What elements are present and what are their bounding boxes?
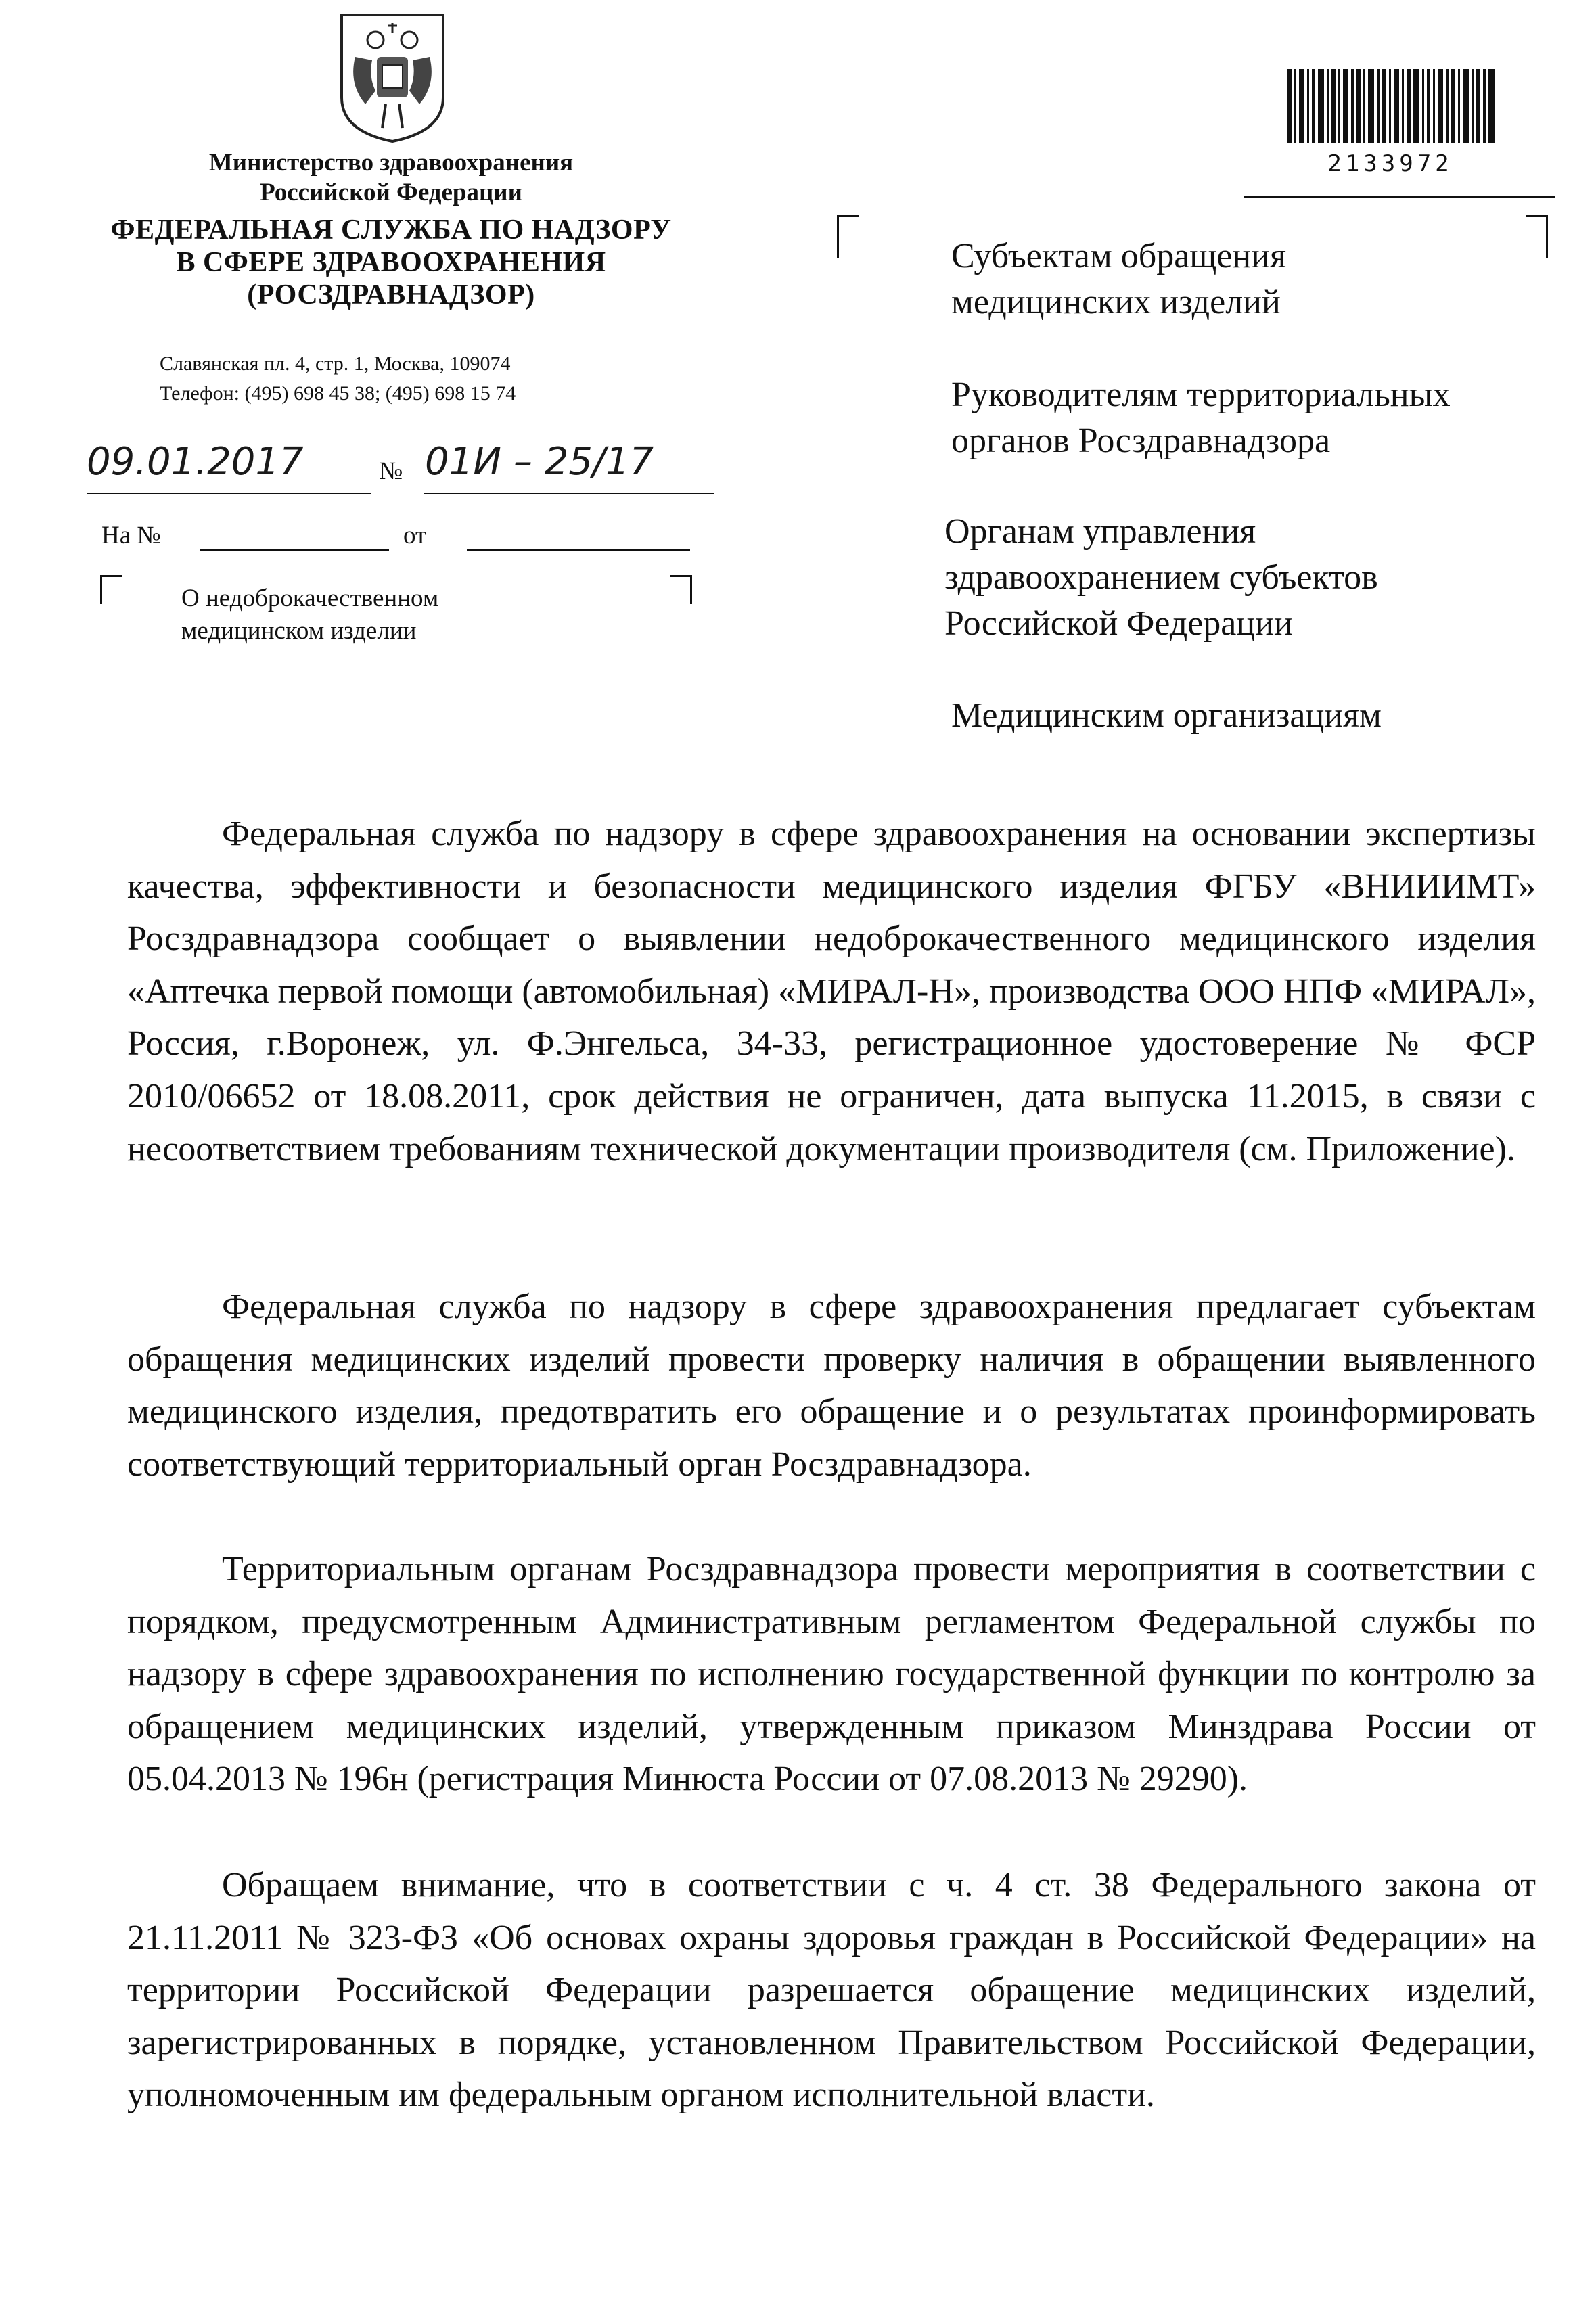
reference-from-label: от (403, 522, 427, 549)
number-underline (424, 493, 714, 494)
barcode-number: 2133972 (1327, 150, 1453, 177)
reference-label: На № (101, 522, 161, 549)
recipient-2-line1: Руководителям территориальных (951, 375, 1451, 414)
recipient-3-line1: Органам управления (944, 512, 1256, 551)
ministry-name-line1: Министерство здравоохранения (208, 149, 574, 177)
barcode (1287, 69, 1495, 143)
reference-date-line (467, 549, 690, 551)
recipient-1-line1: Субъектам обращения (951, 237, 1286, 275)
subject-corner-right (670, 575, 692, 604)
ministry-name-line2: Российской Федерации (260, 179, 522, 206)
subject-corner-left (100, 575, 122, 604)
body-paragraph-1: Федеральная служба по надзору в сфере здравоохранения на основании экспертизы качества, эффективности и безопасности медицинского изделия ФГБУ «ВНИИИМТ» Росздравнадзора сообщает о выявлении недоброкачественного медицинского изделия «Аптечка первой помощи (автомобильная) «МИРАЛ-Н», производства ООО НПФ «МИРАЛ», Россия, г.Воронеж, ул. Ф.Энгельса, 34-33, регистрационное удостоверение № ФСР 2010/06652 от 18.08.2011, срок действия не ограничен, дата выпуска 11.2015, в связи с несоответствием требованиям технической документации производителя (см. Приложение). (127, 815, 1536, 1168)
subject-line1: О недоброкачественном (181, 585, 439, 612)
recipient-4-line1: Медицинским организациям (951, 696, 1382, 735)
recipient-corner-right (1526, 215, 1548, 258)
barcode-rule (1244, 196, 1555, 198)
service-name-line3: (РОСЗДРАВНАДЗОР) (247, 279, 535, 311)
service-name-line1: ФЕДЕРАЛЬНАЯ СЛУЖБА ПО НАДЗОРУ (110, 214, 672, 246)
registration-date: 09.01.2017 (87, 440, 304, 484)
registration-number: 01И – 25/17 (425, 440, 654, 484)
body-paragraph-4: Обращаем внимание, что в соответствии с ч. 4 ст. 38 Федерального закона от 21.11.2011 № 323-ФЗ «Об основах охраны здоровья граждан в Российской Федерации» на территории Российской Федерации разрешается обращение медицинских изделий, зарегистрированных в порядке, установленном Правительством Российской Федерации, уполномоченным им федеральным органом исполнительной власти. (127, 1866, 1536, 2115)
recipient-1-line2: медицинских изделий (951, 283, 1281, 321)
phone: Телефон: (495) 698 45 38; (495) 698 15 74 (160, 382, 516, 405)
coat-of-arms-icon (335, 9, 450, 145)
number-sign: № (379, 457, 403, 485)
reference-number-line (200, 549, 389, 551)
recipient-3-line3: Российской Федерации (944, 604, 1293, 643)
body-paragraph-2: Федеральная служба по надзору в сфере здравоохранения предлагает субъектам обращения медицинских изделий провести проверку наличия в обращении выявленного медицинского изделия, предотвратить его обращение и о результатах проинформировать соответствующий территориальный орган Росздравнадзора. (127, 1287, 1536, 1484)
recipient-2-line2: органов Росздравнадзора (951, 421, 1331, 460)
body-paragraph-3: Территориальным органам Росздравнадзора провести мероприятия в соответствии с порядком, предусмотренным Административным регламентом Федеральной службы по надзору в сфере здравоохранения по исполнению государственной функции по контролю за обращением медицинских изделий, утвержденным приказом Минздрава России от 05.04.2013 № 196н (регистрация Минюста России от 07.08.2013 № 29290). (127, 1550, 1536, 1799)
service-name-line2: В СФЕРЕ ЗДРАВООХРАНЕНИЯ (176, 247, 606, 278)
date-underline (87, 493, 371, 494)
recipient-corner-left (837, 215, 859, 258)
address: Славянская пл. 4, стр. 1, Москва, 109074 (160, 352, 511, 375)
recipient-3-line2: здравоохранением субъектов (944, 558, 1378, 597)
subject-line2: медицинском изделии (181, 617, 417, 645)
